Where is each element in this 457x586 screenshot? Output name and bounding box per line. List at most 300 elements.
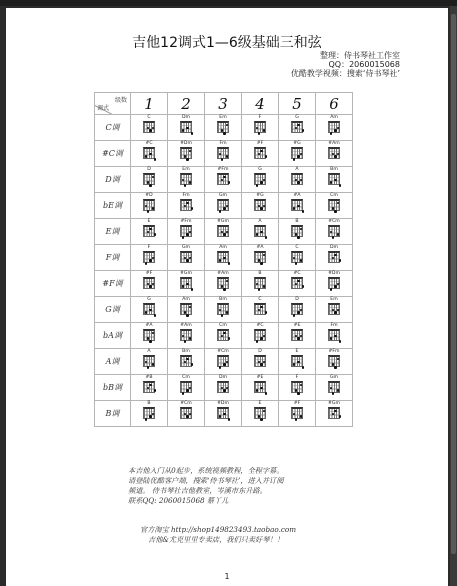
chord-diagram: [138, 271, 160, 292]
key-row: [95, 401, 353, 427]
finger-dot: [191, 288, 194, 291]
finger-dot: [186, 233, 189, 236]
chord-name: #Cm: [328, 219, 340, 224]
scrollbar-thumb[interactable]: [451, 14, 456, 554]
finger-dot: [145, 155, 148, 158]
finger-dot: [330, 181, 333, 184]
chord-diagram: [212, 271, 234, 292]
chord-diagram: [138, 323, 160, 344]
finger-dot: [332, 392, 335, 395]
finger-dot: [337, 389, 340, 392]
chord-diagram: [138, 193, 160, 214]
chord-name: C: [258, 297, 262, 302]
fretboard-grid: [291, 329, 303, 341]
finger-dot: [228, 181, 231, 184]
chord-cell: [205, 401, 242, 427]
finger-dot: [152, 207, 155, 210]
finger-dot: [295, 418, 298, 421]
fretboard-grid: [291, 251, 303, 263]
key-label: F调: [95, 245, 131, 271]
finger-dot: [223, 132, 226, 135]
chord-cell: [205, 297, 242, 323]
chord-cell: [168, 115, 205, 141]
finger-dot: [145, 311, 148, 314]
finger-dot: [223, 413, 226, 416]
chord-diagram: [323, 349, 345, 370]
fretboard-grid: [217, 355, 229, 367]
chord-cell: [131, 193, 168, 219]
chord-name: C: [295, 245, 299, 250]
finger-dot: [186, 415, 189, 418]
chord-cell: [131, 245, 168, 271]
finger-dot: [223, 389, 226, 392]
chord-cell: [242, 167, 279, 193]
finger-dot: [293, 158, 296, 161]
finger-dot: [260, 231, 263, 234]
chord-name: A: [147, 349, 151, 354]
chord-cell: [279, 141, 316, 167]
finger-dot: [330, 288, 333, 291]
finger-dot: [186, 283, 189, 286]
finger-dot: [226, 280, 229, 283]
key-label: bE调: [95, 193, 131, 219]
finger-dot: [260, 181, 263, 184]
chord-diagram: [212, 323, 234, 344]
chord-name: #Am: [180, 323, 192, 328]
finger-dot: [149, 228, 152, 231]
finger-dot: [337, 233, 340, 236]
finger-dot: [258, 153, 261, 156]
finger-dot: [334, 311, 337, 314]
chord-name: E: [295, 349, 299, 354]
finger-dot: [339, 415, 342, 418]
chord-name: D: [295, 297, 299, 302]
chord-name: Fm: [219, 141, 227, 146]
finger-dot: [152, 176, 155, 179]
degree-header: 2: [168, 93, 205, 115]
chord-name: Cm: [330, 193, 338, 198]
finger-dot: [330, 387, 333, 390]
key-row: [95, 323, 353, 349]
fretboard-grid: [328, 251, 340, 263]
finger-dot: [263, 179, 266, 182]
chord-name: Bm: [182, 349, 190, 354]
chord-name: #Am: [328, 141, 340, 146]
chord-diagram: [323, 219, 345, 240]
finger-dot: [297, 311, 300, 314]
finger-dot: [258, 132, 261, 135]
chord-name: G: [147, 297, 151, 302]
chord-cell: [242, 245, 279, 271]
chord-name: #D: [145, 193, 153, 198]
chord-diagram: [212, 401, 234, 422]
chord-name: Bm: [330, 167, 338, 172]
fretboard-grid: [254, 329, 266, 341]
fretboard-grid: [143, 121, 155, 133]
chord-diagram: [212, 167, 234, 188]
fretboard-grid: [217, 277, 229, 289]
chord-diagram: [249, 349, 271, 370]
fretboard-grid: [180, 251, 192, 263]
fretboard-grid: [291, 407, 303, 419]
finger-dot: [182, 335, 185, 338]
chord-cell: [242, 323, 279, 349]
fretboard-grid: [254, 251, 266, 263]
fretboard-grid: [143, 225, 155, 237]
finger-dot: [293, 207, 296, 210]
fretboard-grid: [217, 199, 229, 211]
fretboard-grid: [328, 147, 340, 159]
finger-dot: [297, 392, 300, 395]
finger-dot: [260, 207, 263, 210]
chord-diagram: [138, 349, 160, 370]
chord-name: #B: [145, 375, 153, 380]
chord-name: #A: [256, 245, 264, 250]
chord-name: #C: [145, 141, 153, 146]
finger-dot: [300, 153, 303, 156]
finger-dot: [256, 233, 259, 236]
fretboard-grid: [291, 173, 303, 185]
finger-dot: [334, 335, 337, 338]
finger-dot: [186, 389, 189, 392]
finger-dot: [149, 184, 152, 187]
finger-dot: [263, 410, 266, 413]
fretboard-grid: [180, 303, 192, 315]
chord-table: [94, 92, 353, 427]
finger-dot: [263, 254, 266, 257]
fretboard-grid: [143, 381, 155, 393]
finger-dot: [300, 179, 303, 182]
chord-name: D: [258, 349, 262, 354]
key-row: [95, 193, 353, 219]
chord-diagram: [138, 219, 160, 240]
chord-diagram: [249, 401, 271, 422]
chord-cell: [316, 349, 353, 375]
chord-diagram: [323, 401, 345, 422]
fretboard-grid: [254, 277, 266, 289]
fretboard-grid: [180, 381, 192, 393]
finger-dot: [265, 392, 268, 395]
chord-diagram: [286, 115, 308, 136]
chord-cell: [316, 323, 353, 349]
chord-name: #Fm: [180, 219, 192, 224]
chord-diagram: [286, 401, 308, 422]
fretboard-grid: [328, 225, 340, 237]
key-label: E调: [95, 219, 131, 245]
chord-name: #Gm: [180, 271, 192, 276]
chord-name: F: [295, 375, 299, 380]
chord-cell: [316, 115, 353, 141]
chord-name: #Gm: [217, 219, 229, 224]
chord-diagram: [138, 375, 160, 396]
fretboard-grid: [328, 199, 340, 211]
chord-diagram: [323, 271, 345, 292]
chord-cell: [131, 297, 168, 323]
finger-dot: [332, 413, 335, 416]
finger-dot: [263, 285, 266, 288]
chord-name: Dm: [181, 115, 190, 120]
chord-name: Dm: [329, 245, 338, 250]
finger-dot: [297, 124, 300, 127]
finger-dot: [154, 314, 157, 317]
finger-dot: [260, 418, 263, 421]
degree-header-row: [95, 93, 353, 115]
finger-dot: [260, 387, 263, 390]
chord-diagram: [212, 219, 234, 240]
chord-cell: [131, 167, 168, 193]
finger-dot: [300, 309, 303, 312]
finger-dot: [300, 228, 303, 231]
finger-dot: [330, 337, 333, 340]
chord-name: A: [258, 219, 262, 224]
finger-dot: [263, 129, 266, 132]
finger-dot: [184, 361, 187, 364]
fretboard-grid: [291, 381, 303, 393]
chord-cell: [131, 219, 168, 245]
finger-dot: [184, 340, 187, 343]
chord-cell: [316, 375, 353, 401]
fretboard-grid: [180, 329, 192, 341]
vertical-scrollbar[interactable]: [450, 6, 457, 586]
chord-name: Cm: [219, 323, 227, 328]
finger-dot: [226, 387, 229, 390]
chord-name: E: [147, 219, 151, 224]
finger-dot: [300, 384, 303, 387]
finger-dot: [334, 210, 337, 213]
finger-dot: [149, 129, 152, 132]
fretboard-grid: [143, 251, 155, 263]
chord-cell: [205, 219, 242, 245]
chord-name: Em: [219, 115, 227, 120]
chord-cell: [168, 271, 205, 297]
finger-dot: [297, 155, 300, 158]
finger-dot: [189, 306, 192, 309]
chord-diagram: [323, 167, 345, 188]
degree-header: 4: [242, 93, 279, 115]
fretboard-grid: [180, 355, 192, 367]
chord-name: Em: [182, 167, 190, 172]
chord-diagram: [175, 167, 197, 188]
finger-dot: [223, 288, 226, 291]
chord-cell: [316, 271, 353, 297]
chord-diagram: [175, 375, 197, 396]
finger-dot: [337, 127, 340, 130]
finger-dot: [263, 361, 266, 364]
corner-key-label: 调式: [97, 105, 110, 112]
chord-diagram: [323, 141, 345, 162]
chord-name: F: [258, 115, 262, 120]
finger-dot: [189, 413, 192, 416]
chord-name: #A: [293, 193, 301, 198]
finger-dot: [226, 205, 229, 208]
chord-cell: [316, 401, 353, 427]
finger-dot: [295, 283, 298, 286]
chord-diagram: [175, 219, 197, 240]
finger-dot: [152, 363, 155, 366]
finger-dot: [330, 132, 333, 135]
key-row: [95, 115, 353, 141]
chord-diagram: [138, 167, 160, 188]
chord-name: #Dm: [180, 141, 192, 146]
finger-dot: [147, 366, 150, 369]
finger-dot: [297, 280, 300, 283]
finger-dot: [302, 366, 305, 369]
chord-diagram: [286, 245, 308, 266]
chord-name: Bm: [219, 297, 227, 302]
chord-diagram: [286, 167, 308, 188]
chord-name: #Fm: [217, 167, 229, 172]
fretboard-grid: [254, 199, 266, 211]
finger-dot: [191, 207, 194, 210]
chord-diagram: [212, 245, 234, 266]
chord-diagram: [138, 297, 160, 318]
finger-dot: [339, 259, 342, 262]
fretboard-grid: [291, 121, 303, 133]
chord-cell: [168, 349, 205, 375]
chord-name: B: [258, 271, 262, 276]
finger-dot: [223, 257, 226, 260]
chord-name: #G: [293, 141, 301, 146]
fretboard-grid: [180, 199, 192, 211]
chord-cell: [279, 297, 316, 323]
finger-dot: [182, 392, 185, 395]
finger-dot: [223, 176, 226, 179]
finger-dot: [302, 129, 305, 132]
finger-dot: [184, 184, 187, 187]
finger-dot: [154, 158, 157, 161]
chord-diagram: [138, 401, 160, 422]
finger-dot: [186, 158, 189, 161]
finger-dot: [182, 285, 185, 288]
chord-diagram: [175, 323, 197, 344]
finger-dot: [219, 366, 222, 369]
finger-dot: [337, 153, 340, 156]
corner-cell: [95, 93, 131, 115]
finger-dot: [295, 127, 298, 130]
finger-dot: [226, 311, 229, 314]
finger-dot: [184, 205, 187, 208]
finger-dot: [149, 415, 152, 418]
finger-dot: [334, 129, 337, 132]
fretboard-grid: [254, 121, 266, 133]
fretboard-grid: [217, 381, 229, 393]
chord-cell: [316, 141, 353, 167]
finger-dot: [334, 254, 337, 257]
chord-cell: [205, 375, 242, 401]
fretboard-grid: [291, 277, 303, 289]
finger-dot: [152, 283, 155, 286]
fretboard-grid: [217, 303, 229, 315]
finger-dot: [189, 231, 192, 234]
finger-dot: [182, 179, 185, 182]
finger-dot: [297, 181, 300, 184]
chord-diagram: [323, 375, 345, 396]
chord-cell: [279, 349, 316, 375]
chord-name: Dm: [218, 375, 227, 380]
fretboard-grid: [254, 147, 266, 159]
fretboard-grid: [328, 121, 340, 133]
chord-name: Fm: [330, 323, 338, 328]
finger-dot: [263, 205, 266, 208]
fretboard-grid: [328, 303, 340, 315]
finger-dot: [186, 358, 189, 361]
finger-dot: [334, 155, 337, 158]
finger-dot: [152, 332, 155, 335]
key-row: [95, 375, 353, 401]
chord-cell: [168, 141, 205, 167]
finger-dot: [221, 179, 224, 182]
chord-diagram: [249, 375, 271, 396]
key-label: #C调: [95, 141, 131, 167]
chord-cell: [279, 245, 316, 271]
fretboard-grid: [217, 251, 229, 263]
chord-diagram: [249, 323, 271, 344]
chord-diagram: [175, 401, 197, 422]
chord-diagram: [138, 141, 160, 162]
chord-diagram: [323, 193, 345, 214]
chord-name: #C: [256, 323, 264, 328]
chord-name: #C: [293, 271, 301, 276]
chord-name: Am: [330, 115, 338, 120]
finger-dot: [221, 335, 224, 338]
chord-cell: [279, 401, 316, 427]
chord-cell: [131, 323, 168, 349]
chord-diagram: [249, 271, 271, 292]
finger-dot: [256, 340, 259, 343]
fretboard-grid: [328, 329, 340, 341]
qq-line: QQ：2060015068: [328, 60, 400, 69]
chord-cell: [168, 401, 205, 427]
chord-cell: [131, 141, 168, 167]
chord-diagram: [286, 271, 308, 292]
key-label: D调: [95, 167, 131, 193]
chord-cell: [131, 375, 168, 401]
finger-dot: [297, 337, 300, 340]
key-label: bA调: [95, 323, 131, 349]
chord-cell: [279, 167, 316, 193]
finger-dot: [337, 202, 340, 205]
chord-name: #G: [256, 193, 264, 198]
finger-dot: [182, 236, 185, 239]
chord-cell: [168, 245, 205, 271]
chord-name: #Cm: [217, 349, 229, 354]
fretboard-grid: [291, 147, 303, 159]
key-label: bB调: [95, 375, 131, 401]
fretboard-grid: [217, 147, 229, 159]
fretboard-grid: [254, 225, 266, 237]
shop-slogan-line: 吉他&尤克里里专卖店，我们只卖好琴！！: [148, 535, 284, 544]
finger-dot: [256, 389, 259, 392]
finger-dot: [149, 309, 152, 312]
finger-dot: [300, 335, 303, 338]
fretboard-grid: [217, 225, 229, 237]
chord-diagram: [175, 193, 197, 214]
chord-name: B: [295, 219, 299, 224]
finger-dot: [258, 309, 261, 312]
chord-diagram: [212, 349, 234, 370]
finger-dot: [265, 311, 268, 314]
finger-dot: [226, 361, 229, 364]
chord-name: C: [147, 115, 151, 120]
fretboard-grid: [143, 147, 155, 159]
fretboard-grid: [254, 173, 266, 185]
finger-dot: [302, 210, 305, 213]
shop-link-line[interactable]: 官方淘宝 http://shop149823493.taobao.com: [140, 525, 297, 534]
finger-dot: [223, 363, 226, 366]
chord-name: #F: [293, 401, 301, 406]
key-label: G调: [95, 297, 131, 323]
finger-dot: [186, 202, 189, 205]
